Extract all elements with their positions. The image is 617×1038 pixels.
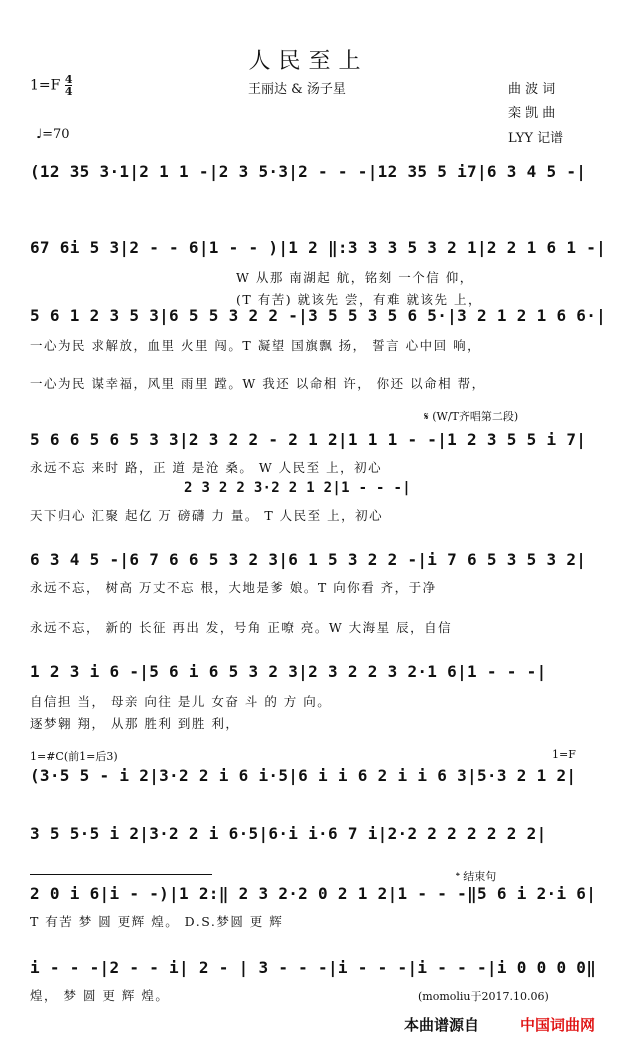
notes-line: 2 0 i 6|i - -)|1 2:‖ 2 3 2·2 0 2 1 2|1 - - -‖5 6 i 2·i 6| — [30, 884, 597, 903]
key-signature — [30, 74, 72, 97]
lyric-verse-2: 一心为民 谋幸福，风里 雨里 蹚。W 我还 以命相 许， 你还 以命相 帮， — [30, 376, 486, 391]
lyric-verse-1: 一心为民 求解放，血里 火里 闯。T 凝望 国旗飘 扬， 誓言 心中回 响， — [30, 338, 482, 353]
lyric-verse-2: 天下归心 汇聚 起亿 万 磅礴 力 量。 T 人民至 上，初心 — [30, 508, 384, 523]
notes-line: 5 6 6 5 6 5 3 3|2 3 2 2 - 2 1 2|1 1 1 - -|1 2 3 5 5 i 7| — [30, 430, 587, 449]
lyric-verse-2: 逐梦翱 翔， 从那 胜利 到胜 利， — [30, 716, 240, 731]
lyric-verse-1: 永远不忘， 树高 万丈不忘 根，大地是爹 娘。T 向你看 齐，于净 — [30, 580, 437, 595]
singers: 王丽达 & 汤子星 — [248, 82, 346, 97]
composer: 栾 凯 曲 — [508, 106, 556, 121]
song-title: 人民至上 — [248, 49, 369, 74]
notes-line: 3 5 5·5 i 2|3·2 2 i 6·5|6·i i·6 7 i|2·2 2 2 2 2 2 2| — [30, 824, 547, 843]
volta-line — [30, 874, 212, 875]
lyric-verse-1: 煌， 梦 圆 更 辉 煌。 — [30, 988, 170, 1003]
source-label: 本曲谱源自 — [404, 1016, 480, 1034]
notes-line: 5 6 1 2 3 5 3|6 5 5 3 2 2 -|3 5 5 3 5 6 5·|3 2 1 2 1 6 6·| — [30, 306, 607, 325]
lyric-verse-2: (T 有苦) 就该先 尝，有难 就该先 上， — [236, 292, 482, 307]
notes-line: i - - -|2 - - i| 2 - | 3 - - -|i - - -|i - - -|i 0 0 0 0‖ — [30, 958, 597, 977]
lyric-verse-1: W 从那 南湖起 航，铭刻 一个信 仰， — [236, 270, 474, 285]
transcription-signature: (momoliu于2017.10.06) — [418, 990, 549, 1003]
notes-line: (12 35 3·1|2 1 1 -|2 3 5·3|2 - - -|12 35 5 i7|6 3 4 5 -| — [30, 162, 587, 181]
tempo: ♩=70 — [36, 127, 70, 142]
lyric-verse-1: 自信担 当， 母亲 向往 是儿 女奋 斗 的 方 向。 — [30, 694, 332, 709]
notes-line: 67 6i 5 3|2 - - 6|1 - - )|1 2 ‖:3 3 3 5 3 2 1|2 2 1 6 1 -| — [30, 238, 607, 257]
notes-line: (3·5 5 - i 2|3·2 2 i 6 i·5|6 i i 6 2 i i 6 3|5·3 2 1 2| — [30, 766, 577, 785]
notes-overlay: 2 3 2 2 3·2 2 1 2|1 - - -| — [184, 480, 411, 496]
transcriber: LYY 记谱 — [508, 131, 564, 146]
time-signature: $\frac{4}{4}$ — [64, 73, 73, 98]
lyric-verse-1: 永远不忘 来时 路，正 道 是沧 桑。 W 人民至 上，初心 — [30, 460, 383, 475]
coda-marker: 𝄌 结束句 — [456, 870, 497, 883]
notes-line: 1 2 3 i 6 -|5 6 i 6 5 3 2 3|2 3 2 2 3 2·1 6|1 - - -| — [30, 662, 547, 681]
key-change: 1=#C(前1=后3) — [30, 750, 118, 763]
segno-marker: 𝄋 (W/T齐唱第二段) — [424, 410, 519, 423]
site-link[interactable]: 中国词曲网 — [520, 1016, 596, 1034]
key-return: 1=F — [552, 748, 576, 761]
key-label: 1=F — [30, 77, 61, 94]
lyric-verse-1: T 有苦 梦 圆 更辉 煌。 D.S.梦圆 更 辉 — [30, 914, 284, 929]
lyric-verse-2: 永远不忘， 新的 长征 再出 发，号角 正嘹 亮。W 大海星 辰，自信 — [30, 620, 453, 635]
notes-line: 6 3 4 5 -|6 7 6 6 5 3 2 3|6 1 5 3 2 2 -|i 7 6 5 3 5 3 2| — [30, 550, 587, 569]
lyricist: 曲 波 词 — [508, 82, 556, 97]
